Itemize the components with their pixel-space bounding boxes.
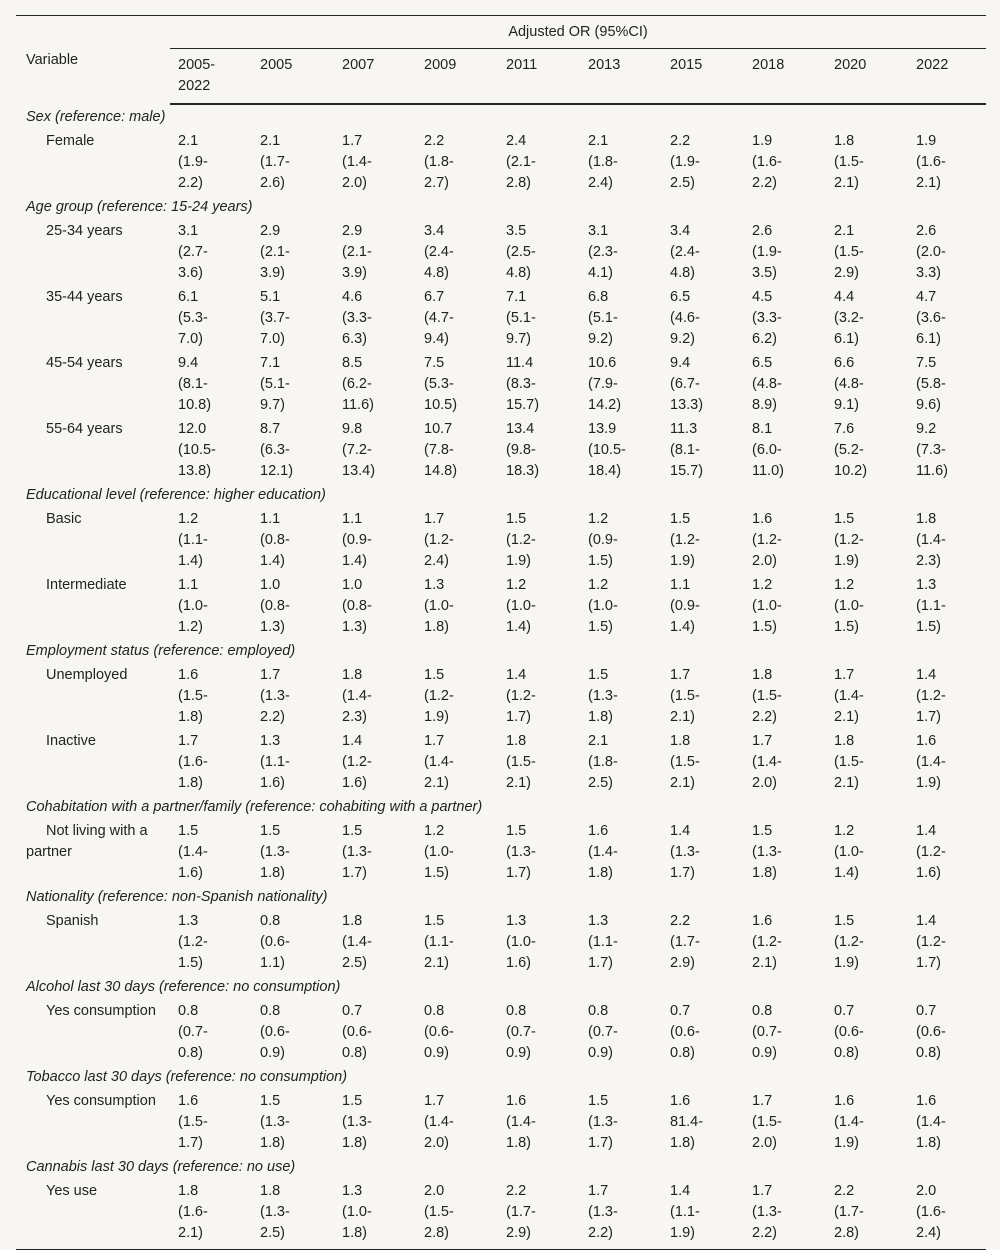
table-row [16,351,986,417]
table-row [16,285,986,351]
row-label: 45-54 years [46,355,123,371]
or-cell: 0.8 (0.7- 0.9) [506,1003,536,1061]
or-cell: 6.1 (5.3- 7.0) [178,289,208,347]
or-cell: 13.4 (9.8- 18.3) [506,421,540,479]
or-cell: 7.1 (5.1- 9.7) [260,355,290,413]
or-cell: 1.2 (1.1- 1.4) [178,511,208,569]
or-cell: 6.5 (4.6- 9.2) [670,289,700,347]
section-title: Tobacco last 30 days (reference: no consumption) [26,1069,348,1085]
or-cell: 7.6 (5.2- 10.2) [834,421,868,479]
table-row [16,729,986,795]
or-cell: 2.1 (1.7- 2.6) [260,133,290,191]
or-cell: 1.9 (1.6- 2.1) [916,133,946,191]
or-cell: 1.8 (1.5- 2.1) [670,733,700,791]
or-cell: 1.4 (1.2- 1.7) [506,667,536,725]
or-cell: 1.6 (1.5- 1.8) [178,667,208,725]
or-cell: 1.5 (1.2- 1.9) [506,511,536,569]
year-header: 2007 [334,49,416,105]
or-cell: 1.3 (1.0- 1.6) [506,913,536,971]
row-label: 35-44 years [46,289,123,305]
or-cell: 1.5 (1.3- 1.8) [260,1093,290,1151]
or-cell: 2.1 (1.9- 2.2) [178,133,208,191]
row-label: Spanish [46,913,99,929]
row-label: Basic [46,511,82,527]
section-title: Sex (reference: male) [26,109,166,125]
or-cell: 4.4 (3.2- 6.1) [834,289,864,347]
or-cell: 1.4 (1.2- 1.7) [916,913,946,971]
or-cell: 11.3 (8.1- 15.7) [670,421,704,479]
or-cell: 9.2 (7.3- 11.6) [916,421,948,479]
or-cell: 1.7 (1.4- 2.1) [424,733,454,791]
or-cell: 1.8 (1.5- 2.2) [752,667,782,725]
or-cell: 10.7 (7.8- 14.8) [424,421,458,479]
row-label: 55-64 years [46,421,123,437]
or-cell: 1.8 (1.3- 2.5) [252,1179,334,1250]
or-cell: 1.5 (1.1- 2.1) [424,913,454,971]
or-cell: 1.6 (1.4- 1.9) [916,733,946,791]
or-cell: 9.8 (7.2- 13.4) [342,421,376,479]
section-row [16,195,986,219]
or-cell: 1.2 (1.0- 1.5) [588,577,618,635]
or-cell: 1.5 (1.3- 1.8) [342,1093,372,1151]
section-title: Employment status (reference: employed) [26,643,296,659]
or-cell: 1.6 (1.5- 1.7) [178,1093,208,1151]
year-header: 2011 [498,49,580,105]
or-cell: 1.8 (1.5- 2.1) [506,733,536,791]
or-cell: 1.8 (1.5- 2.1) [834,733,864,791]
or-cell: 7.5 (5.8- 9.6) [916,355,946,413]
or-cell: 1.7 (1.3- 2.2) [260,667,290,725]
or-cell: 2.9 (2.1- 3.9) [260,223,290,281]
section-row [16,639,986,663]
or-cell: 6.5 (4.8- 8.9) [752,355,782,413]
or-cell: 2.1 (1.8- 2.5) [588,733,618,791]
or-cell: 1.5 (1.3- 1.8) [260,823,290,881]
or-cell: 1.1 (1.0- 1.2) [178,577,208,635]
or-cell: 0.8 (0.7- 0.9) [588,1003,618,1061]
or-cell: 1.5 (1.2- 1.9) [670,511,700,569]
or-cell: 0.7 (0.6- 0.8) [342,1003,372,1061]
or-cell: 1.7 (1.3- 2.2) [744,1179,826,1250]
or-cell: 1.4 (1.2- 1.6) [342,733,372,791]
or-cell: 1.6 (1.4- 1.9) [834,1093,864,1151]
section-row [16,885,986,909]
section-title: Cannabis last 30 days (reference: no use) [26,1159,296,1175]
or-cell: 1.6 (1.4- 1.8) [506,1093,536,1151]
row-label: Not living with a partner [26,823,148,860]
or-cell: 1.6 (1.4- 1.8) [916,1093,946,1151]
or-cell: 1.7 (1.4- 2.0) [342,133,372,191]
or-cell: 1.2 (0.9- 1.5) [588,511,618,569]
or-cell: 1.6 (1.4- 1.8) [588,823,618,881]
or-cell: 3.4 (2.4- 4.8) [424,223,454,281]
or-cell: 1.8 (1.5- 2.1) [834,133,864,191]
year-header: 2018 [744,49,826,105]
or-cell: 1.1 (0.9- 1.4) [342,511,372,569]
or-cell: 7.5 (5.3- 10.5) [424,355,458,413]
or-cell: 1.3 (1.0- 1.8) [334,1179,416,1250]
or-cell: 6.6 (4.8- 9.1) [834,355,864,413]
table-row [16,909,986,975]
or-cell: 1.4 (1.3- 1.7) [670,823,700,881]
or-cell: 0.7 (0.6- 0.8) [916,1003,946,1061]
or-cell: 1.8 (1.6- 2.1) [170,1179,252,1250]
table-row [16,1179,986,1250]
or-cell: 2.0 (1.5- 2.8) [416,1179,498,1250]
table-row [16,129,986,195]
table-row [16,507,986,573]
or-cell: 0.8 (0.6- 0.9) [424,1003,454,1061]
year-header: 2005- 2022 [170,49,252,105]
table-row [16,663,986,729]
adjusted-or-table [16,15,986,1250]
or-cell: 13.9 (10.5- 18.4) [588,421,626,479]
or-cell: 2.9 (2.1- 3.9) [342,223,372,281]
or-cell: 1.6 (1.2- 2.1) [752,913,782,971]
or-cell: 1.4 (1.2- 1.7) [916,667,946,725]
or-cell: 9.4 (6.7- 13.3) [670,355,704,413]
or-cell: 4.6 (3.3- 6.3) [342,289,372,347]
or-cell: 1.7 (1.5- 2.0) [752,1093,782,1151]
or-cell: 1.2 (1.0- 1.5) [752,577,782,635]
or-cell: 1.5 (1.2- 1.9) [834,913,864,971]
or-cell: 8.5 (6.2- 11.6) [342,355,374,413]
or-cell: 3.4 (2.4- 4.8) [670,223,700,281]
or-cell: 2.2 (1.7- 2.9) [498,1179,580,1250]
or-cell: 1.4 (1.2- 1.6) [916,823,946,881]
section-title: Age group (reference: 15-24 years) [26,199,253,215]
or-cell: 1.3 (1.1- 1.6) [260,733,290,791]
or-cell: 2.2 (1.8- 2.7) [424,133,454,191]
or-cell: 1.5 (1.2- 1.9) [424,667,454,725]
or-cell: 1.7 (1.4- 2.0) [752,733,782,791]
table-row [16,417,986,483]
row-label: Yes consumption [46,1093,156,1109]
section-row [16,795,986,819]
section-row [16,1155,986,1179]
table-body [16,104,986,1250]
year-header: 2013 [580,49,662,105]
section-row [16,1065,986,1089]
or-cell: 4.7 (3.6- 6.1) [916,289,946,347]
row-label: Yes consumption [46,1003,156,1019]
or-cell: 1.5 (1.2- 1.9) [834,511,864,569]
table-header [16,16,986,105]
adjusted-or-group-header: Adjusted OR (95%CI) [170,16,986,49]
table-row [16,819,986,885]
row-label: Yes use [16,1179,170,1250]
section-title: Cohabitation with a partner/family (reference: cohabiting with a partner) [26,799,483,815]
or-cell: 1.2 (1.0- 1.5) [834,577,864,635]
or-cell: 1.0 (0.8- 1.3) [342,577,372,635]
row-label: 25-34 years [46,223,123,239]
or-cell: 3.1 (2.3- 4.1) [588,223,618,281]
or-cell: 12.0 (10.5- 13.8) [178,421,216,479]
or-cell: 1.7 (1.3- 2.2) [580,1179,662,1250]
or-cell: 0.7 (0.6- 0.8) [834,1003,864,1061]
or-cell: 1.5 (1.3- 1.8) [752,823,782,881]
or-cell: 0.8 (0.7- 0.8) [178,1003,208,1061]
or-cell: 2.6 (2.0- 3.3) [916,223,946,281]
or-cell: 2.0 (1.6- 2.4) [908,1179,986,1250]
or-cell: 3.5 (2.5- 4.8) [506,223,536,281]
section-row [16,104,986,129]
or-cell: 1.8 (1.4- 2.5) [342,913,372,971]
or-cell: 1.3 (1.1- 1.7) [588,913,618,971]
or-table-container [16,15,986,1250]
or-cell: 5.1 (3.7- 7.0) [260,289,290,347]
or-cell: 0.7 (0.6- 0.8) [670,1003,700,1061]
table-row [16,999,986,1065]
or-cell: 0.8 (0.7- 0.9) [752,1003,782,1061]
year-header: 2015 [662,49,744,105]
or-cell: 1.7 (1.6- 1.8) [178,733,208,791]
or-cell: 4.5 (3.3- 6.2) [752,289,782,347]
or-cell: 2.4 (2.1- 2.8) [506,133,536,191]
row-label: Inactive [46,733,96,749]
table-row [16,219,986,285]
or-cell: 1.3 (1.1- 1.5) [916,577,946,635]
year-header: 2020 [826,49,908,105]
or-cell: 2.6 (1.9- 3.5) [752,223,782,281]
or-cell: 1.7 (1.2- 2.4) [424,511,454,569]
or-cell: 7.1 (5.1- 9.7) [506,289,536,347]
or-cell: 1.6 (1.2- 2.0) [752,511,782,569]
section-row [16,483,986,507]
year-header: 2005 [252,49,334,105]
or-cell: 1.2 (1.0- 1.4) [506,577,536,635]
or-cell: 6.8 (5.1- 9.2) [588,289,618,347]
or-cell: 8.1 (6.0- 11.0) [752,421,784,479]
or-cell: 9.4 (8.1- 10.8) [178,355,212,413]
or-cell: 6.7 (4.7- 9.4) [424,289,454,347]
section-title: Educational level (reference: higher education) [26,487,326,503]
row-label: Female [46,133,95,149]
or-cell: 2.2 (1.9- 2.5) [670,133,700,191]
year-header: 2022 [908,49,986,105]
or-cell: 1.0 (0.8- 1.3) [260,577,290,635]
or-cell: 0.8 (0.6- 0.9) [260,1003,290,1061]
or-cell: 1.5 (1.3- 1.7) [342,823,372,881]
or-cell: 1.7 (1.5- 2.1) [670,667,700,725]
or-cell: 1.8 (1.4- 2.3) [916,511,946,569]
or-cell: 1.7 (1.4- 2.1) [834,667,864,725]
or-cell: 1.1 (0.8- 1.4) [260,511,290,569]
section-title: Alcohol last 30 days (reference: no consumption) [26,979,341,995]
or-cell: 1.4 (1.1- 1.9) [662,1179,744,1250]
or-cell: 2.2 (1.7- 2.9) [670,913,700,971]
or-cell: 1.3 (1.2- 1.5) [178,913,208,971]
or-cell: 1.6 81.4- 1.8) [670,1093,704,1151]
or-cell: 3.1 (2.7- 3.6) [178,223,208,281]
or-cell: 2.2 (1.7- 2.8) [826,1179,908,1250]
section-title: Nationality (reference: non-Spanish nationality) [26,889,328,905]
or-cell: 1.9 (1.6- 2.2) [752,133,782,191]
or-cell: 1.2 (1.0- 1.5) [424,823,454,881]
or-cell: 0.8 (0.6- 1.1) [260,913,290,971]
or-cell: 1.1 (0.9- 1.4) [670,577,700,635]
or-cell: 8.7 (6.3- 12.1) [260,421,294,479]
section-row [16,975,986,999]
or-cell: 1.3 (1.0- 1.8) [424,577,454,635]
table-row [16,1089,986,1155]
or-cell: 1.5 (1.3- 1.7) [506,823,536,881]
or-cell: 1.2 (1.0- 1.4) [834,823,864,881]
or-cell: 1.8 (1.4- 2.3) [342,667,372,725]
or-cell: 10.6 (7.9- 14.2) [588,355,622,413]
row-label: Unemployed [46,667,128,683]
or-cell: 1.7 (1.4- 2.0) [424,1093,454,1151]
or-cell: 2.1 (1.5- 2.9) [834,223,864,281]
row-label: Intermediate [46,577,127,593]
or-cell: 1.5 (1.3- 1.7) [588,1093,618,1151]
table-row [16,573,986,639]
or-cell: 1.5 (1.3- 1.8) [588,667,618,725]
variable-header: Variable [16,16,170,105]
or-cell: 2.1 (1.8- 2.4) [588,133,618,191]
or-cell: 11.4 (8.3- 15.7) [506,355,540,413]
or-cell: 1.5 (1.4- 1.6) [178,823,208,881]
year-header: 2009 [416,49,498,105]
